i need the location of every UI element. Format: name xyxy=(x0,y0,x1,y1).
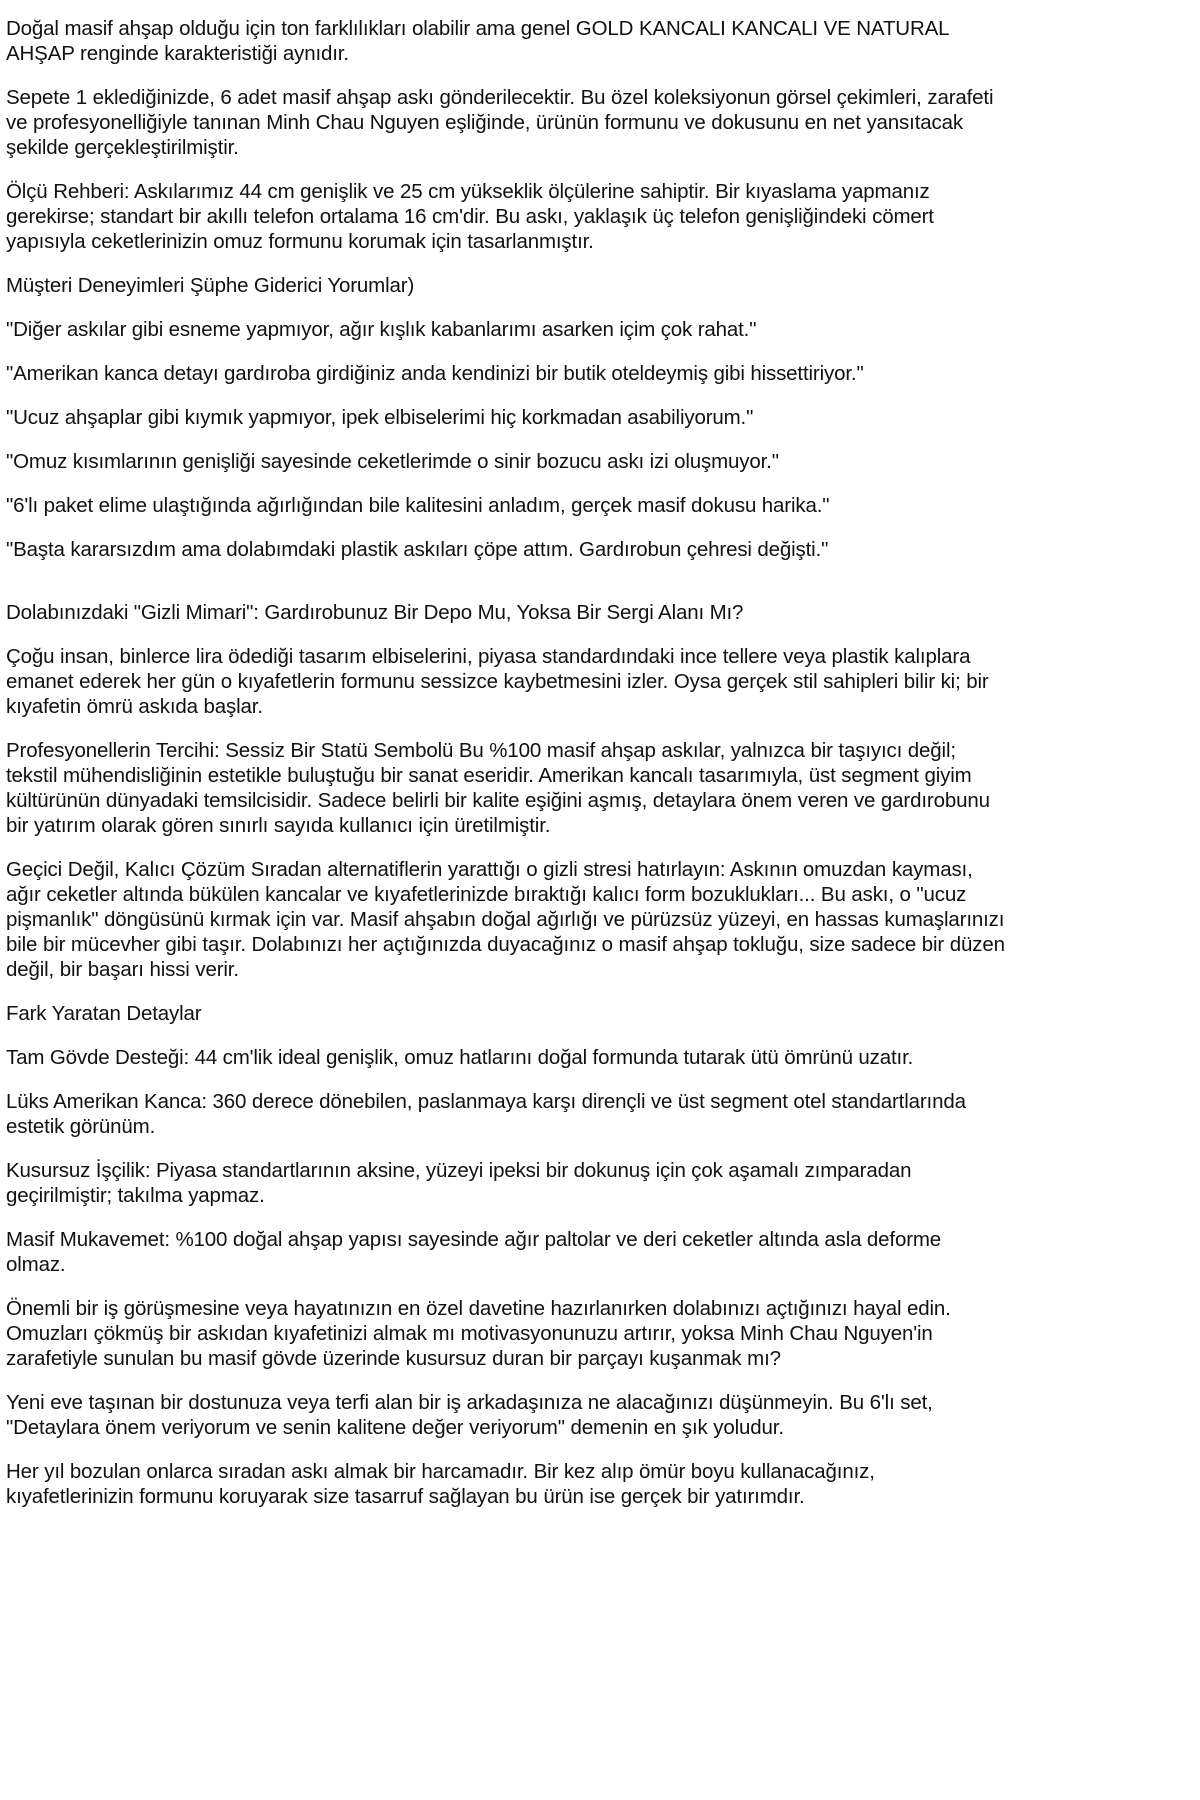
tone-variation-note: Doğal masif ahşap olduğu için ton farklılıkları olabilir ama genel GOLD KANCALI KANCALI VE NATURAL AHŞAP renginde karakteristiği aynıdır. xyxy=(6,17,949,65)
feature-solid-durability: Masif Mukavemet: %100 doğal ahşap yapısı sayesinde ağır paltolar ve deri ceketler altında asla deforme olmaz. xyxy=(6,1228,942,1276)
professional-choice-paragraph: Profesyonellerin Tercihi: Sessiz Bir Statü Sembolü Bu %100 masif ahşap askılar, yalnızca bir taşıyıcı değil; tekstil mühendisliğinin estetikle buluştuğu bir sanat eseridir. Amerikan kancalı tasarımıyla, üst segment giyim kültürünün dünyadaki temsilcisidir. Sadece belirli bir kalite eşiğini aşmış, detaylara önem veren ve gardırobunu bir yatırım olarak gören sınırlı sayıda kullanıcı için üretilmiştir. xyxy=(6,739,990,837)
hidden-architecture-heading: Dolabınızdaki "Gizli Mimari": Gardırobunuz Bir Depo Mu, Yoksa Bir Sergi Alanı Mı? xyxy=(6,601,744,624)
feature-flawless-craftsmanship: Kusursuz İşçilik: Piyasa standartlarının aksine, yüzeyi ipeksi bir dokunuş için çok aşamalı zımparadan geçirilmiştir; takılma yapmaz. xyxy=(6,1159,912,1207)
review-quote: "Diğer askılar gibi esneme yapmıyor, ağır kışlık kabanlarımı asarken içim çok rahat." xyxy=(6,318,757,341)
product-description-body xyxy=(6,16,1006,1509)
closing-gift-paragraph: Yeni eve taşınan bir dostunuza veya terfi alan bir iş arkadaşınıza ne alacağınızı düşünmeyin. Bu 6'lı set, "Detaylara önem veriyorum ve senin kalitene değer veriyorum" demenin en şık yoludur. xyxy=(6,1391,933,1439)
package-contents-note: Sepete 1 eklediğinizde, 6 adet masif ahşap askı gönderilecektir. Bu özel koleksiyonun görsel çekimleri, zarafeti ve profesyonelliğiyle tanınan Minh Chau Nguyen eşliğinde, ürünün formunu ve dokusunu en net yansıtacak şekilde gerçekleştirilmiştir. xyxy=(6,86,994,159)
review-quote: "6'lı paket elime ulaştığında ağırlığından bile kalitesini anladım, gerçek masif dokusu harika." xyxy=(6,494,830,517)
closing-investment-paragraph: Her yıl bozulan onlarca sıradan askı almak bir harcamadır. Bir kez alıp ömür boyu kullanacağınız, kıyafetlerinizin formunu koruyarak size tasarruf sağlayan bu ürün ise gerçek bir yatırımdır. xyxy=(6,1460,875,1508)
review-quote: "Amerikan kanca detayı gardıroba girdiğiniz anda kendinizi bir butik oteldeymiş gibi hissettiriyor." xyxy=(6,362,864,385)
review-quote: "Başta kararsızdım ama dolabımdaki plastik askıları çöpe attım. Gardırobun çehresi değişti." xyxy=(6,538,829,561)
permanent-solution-paragraph: Geçici Değil, Kalıcı Çözüm Sıradan alternatiflerin yarattığı o gizli stresi hatırlayın: Askının omuzdan kayması, ağır ceketler altında bükülen kancalar ve kıyafetlerinizde bıraktığı kalıcı form bozuklukları... Bu askı, o "ucuz pişmanlık" döngüsünü kırmak için var. Masif ahşabın doğal ağırlığı ve pürüzsüz yüzeyi, en hassas kumaşlarınızı bile bir mücevher gibi taşır. Dolabınızı her açtığınızda duyacağınız o masif ahşap tokluğu, size sadece bir düzen değil, bir başarı hissi verir. xyxy=(6,858,1005,981)
feature-american-hook: Lüks Amerikan Kanca: 360 derece dönebilen, paslanmaya karşı dirençli ve üst segment otel standartlarında estetik görünüm. xyxy=(6,1090,966,1138)
size-guide-note: Ölçü Rehberi: Askılarımız 44 cm genişlik ve 25 cm yükseklik ölçülerine sahiptir. Bir kıyaslama yapmanız gerekirse; standart bir akıllı telefon ortalama 16 cm'dir. Bu askı, yaklaşık üç telefon genişliğindeki cömert yapısıyla ceketlerinizin omuz formunu korumak için tasarlanmıştır. xyxy=(6,180,934,253)
key-details-heading: Fark Yaratan Detaylar xyxy=(6,1002,202,1025)
feature-full-body-support: Tam Gövde Desteği: 44 cm'lik ideal genişlik, omuz hatlarını doğal formunda tutarak ütü ömrünü uzatır. xyxy=(6,1046,914,1069)
review-quote: "Omuz kısımlarının genişliği sayesinde ceketlerimde o sinir bozucu askı izi oluşmuyor." xyxy=(6,450,779,473)
customer-reviews-heading: Müşteri Deneyimleri Şüphe Giderici Yorumlar) xyxy=(6,274,415,297)
review-quote: "Ucuz ahşaplar gibi kıymık yapmıyor, ipek elbiselerimi hiç korkmadan asabiliyorum." xyxy=(6,406,754,429)
hidden-architecture-body: Çoğu insan, binlerce lira ödediği tasarım elbiselerini, piyasa standardındaki ince tellere veya plastik kalıplara emanet ederek her gün o kıyafetlerin formunu sessizce kaybetmesini izler. Oysa gerçek stil sahipleri bilir ki; bir kıyafetin ömrü askıda başlar. xyxy=(6,645,989,718)
closing-scenario-paragraph: Önemli bir iş görüşmesine veya hayatınızın en özel davetine hazırlanırken dolabınızı açtığınızı hayal edin. Omuzları çökmüş bir askıdan kıyafetinizi almak mı motivasyonunuzu artırır, yoksa Minh Chau Nguyen'in zarafetiyle sunulan bu masif gövde üzerinde kusursuz duran bir parçayı kuşanmak mı? xyxy=(6,1297,951,1370)
